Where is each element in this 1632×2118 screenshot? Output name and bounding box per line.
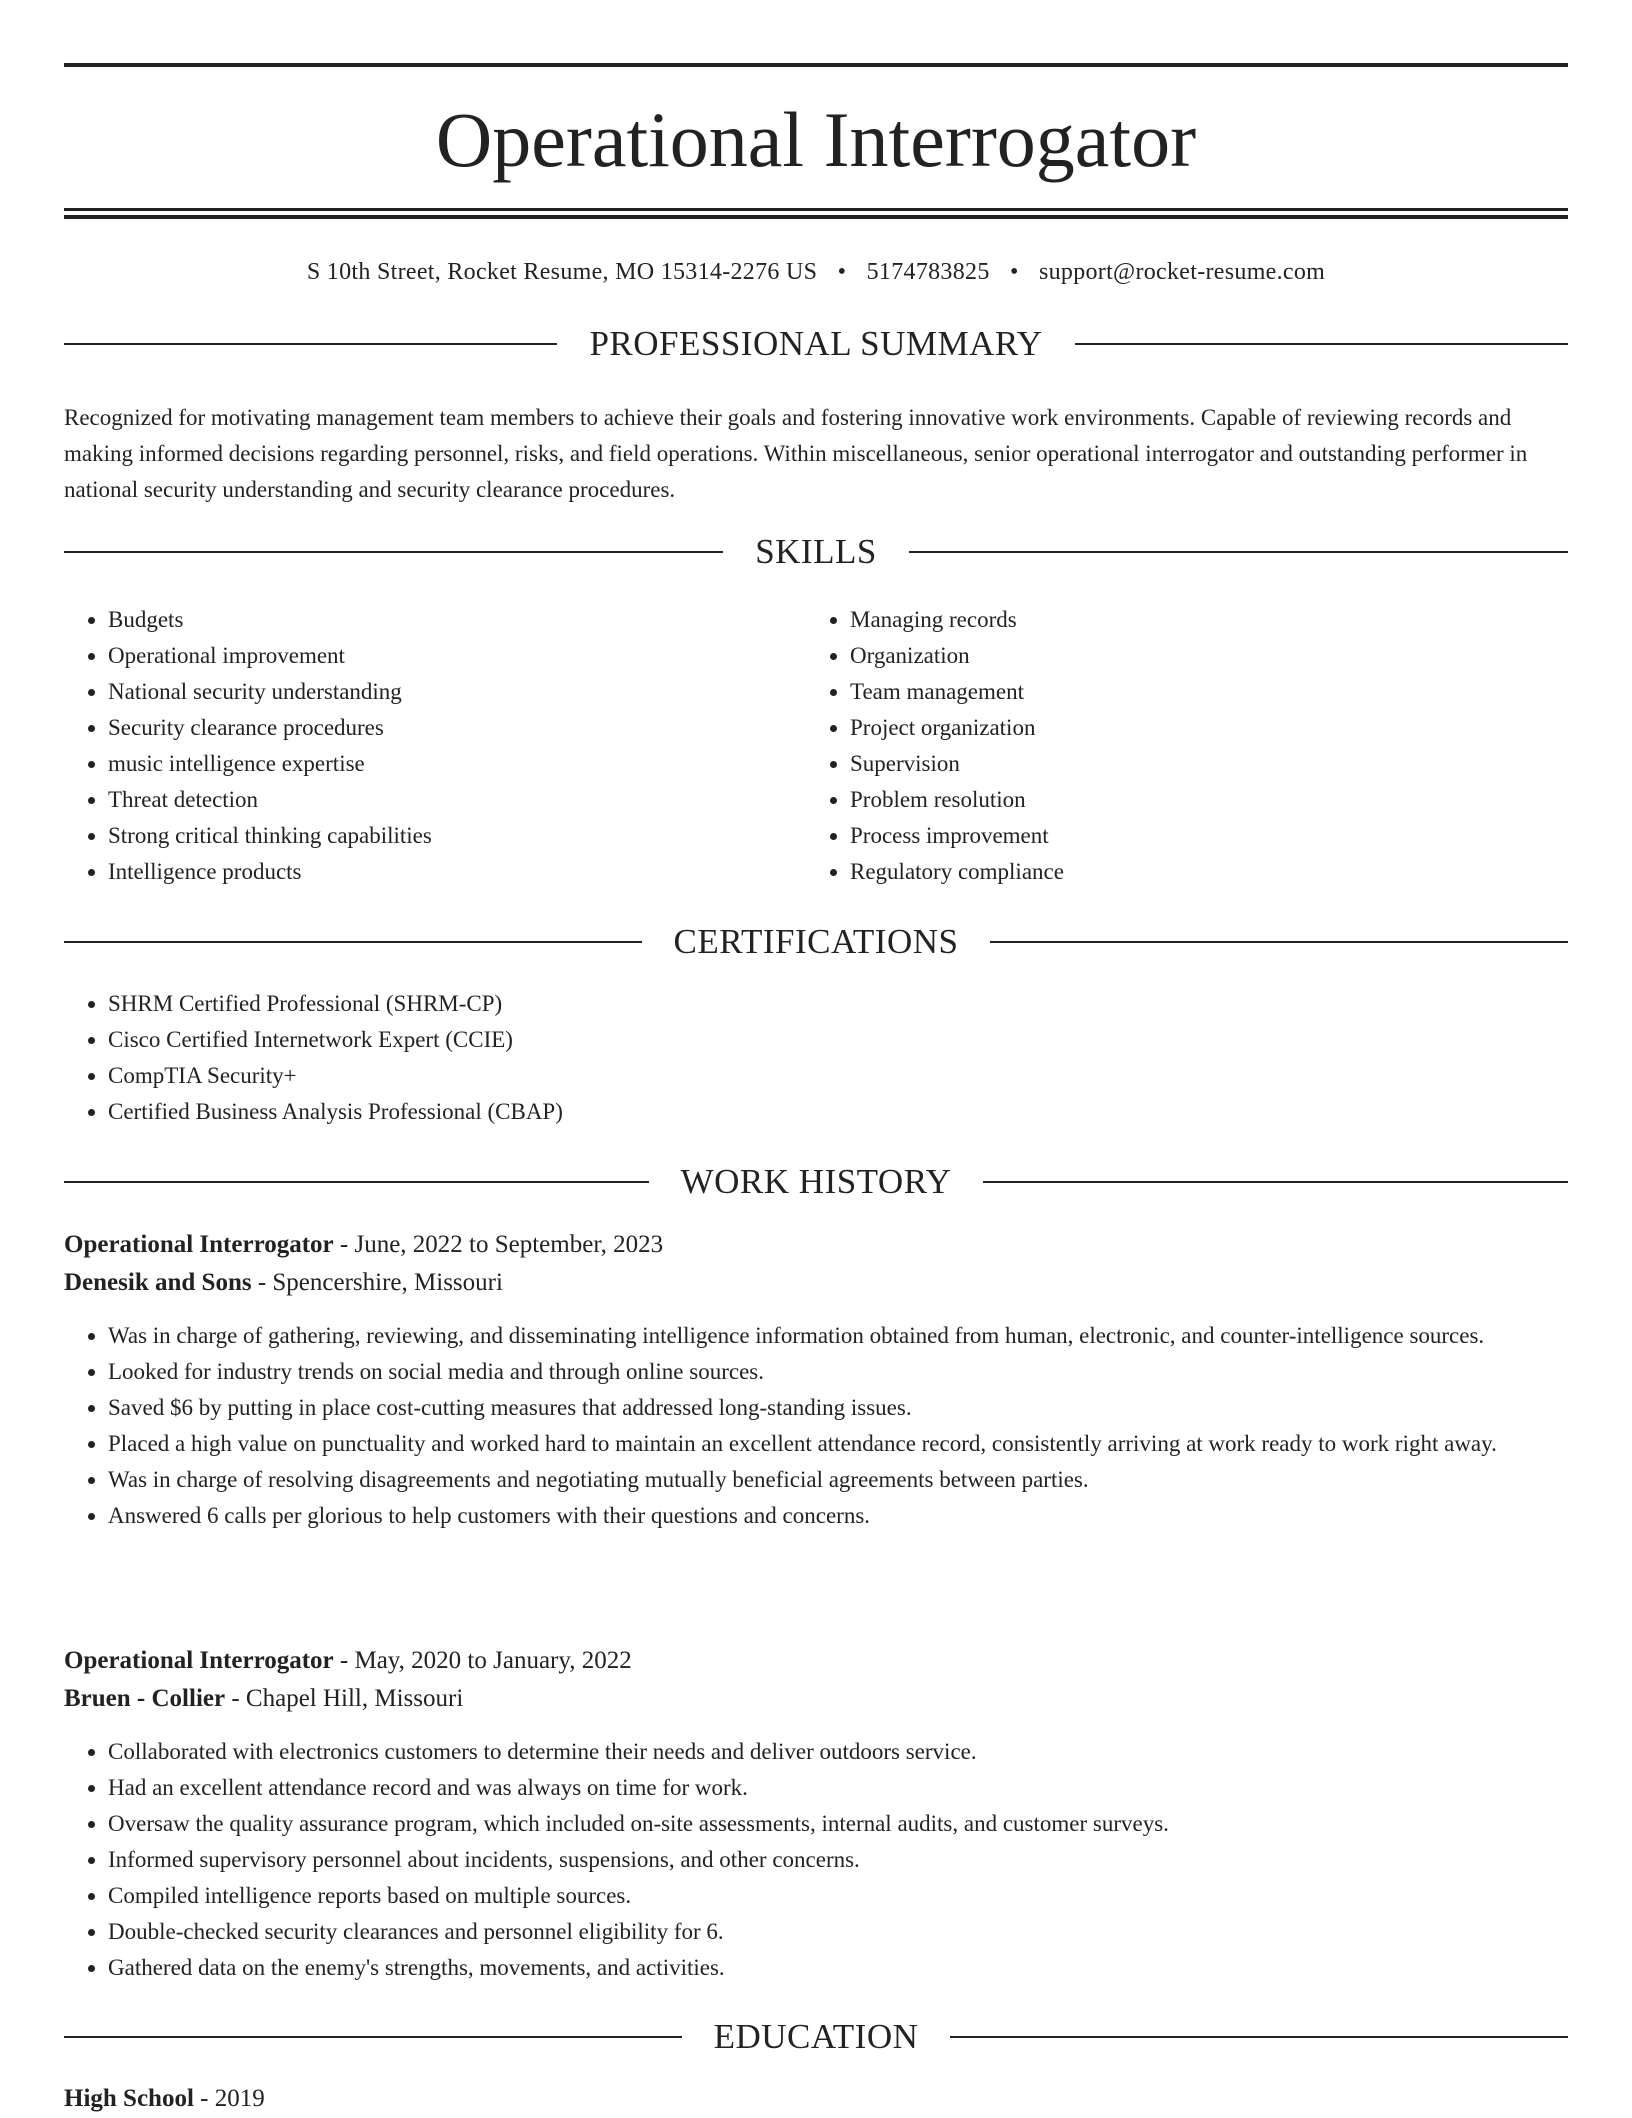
education-year: - 2019 xyxy=(193,2085,265,2112)
job-bullet: • Answered 6 calls per glorious to help customers with their questions and concerns. xyxy=(108,1498,1568,1534)
certifications-block xyxy=(64,986,1568,1130)
job-company: Bruen - Collier xyxy=(64,1685,226,1712)
skills-column-right xyxy=(806,602,1546,890)
job-bullet: • Looked for industry trends on social media and through online sources. xyxy=(108,1354,1568,1390)
section-rule-right xyxy=(990,941,1568,943)
job-location: - Spencershire, Missouri xyxy=(251,1269,503,1296)
contact-separator: • xyxy=(837,259,847,285)
job-title: Operational Interrogator xyxy=(64,1231,334,1258)
skills-list-right xyxy=(806,602,1546,890)
section-title-summary: PROFESSIONAL SUMMARY xyxy=(589,324,1043,363)
job-bullet: • Placed a high value on punctuality and worked hard to maintain an excellent attendance record, consistently arriving at work ready to work right away. xyxy=(108,1426,1568,1462)
certification-item: • Certified Business Analysis Professional (CBAP) xyxy=(108,1094,1568,1130)
section-rule-right xyxy=(950,2036,1568,2038)
section-header-skills xyxy=(64,532,1568,572)
section-header-summary xyxy=(64,324,1568,364)
section-rule-left xyxy=(64,1181,649,1183)
skill-item: • Security clearance procedures xyxy=(108,710,804,746)
section-rule-right xyxy=(1075,343,1568,345)
job-bullet: • Was in charge of resolving disagreements and negotiating mutually beneficial agreements between parties. xyxy=(108,1462,1568,1498)
section-rule-left xyxy=(64,551,723,553)
job-company-line xyxy=(64,1680,1568,1718)
skill-item: • music intelligence expertise xyxy=(108,746,804,782)
candidate-name: Operational Interrogator xyxy=(435,96,1197,183)
skill-item: • Strong critical thinking capabilities xyxy=(108,818,804,854)
skill-item: • Project organization xyxy=(850,710,1546,746)
job-bullet: • Oversaw the quality assurance program, which included on-site assessments, internal audits, and customer surveys. xyxy=(108,1806,1568,1842)
job-bullets xyxy=(64,1318,1568,1534)
job-dates: - May, 2020 to January, 2022 xyxy=(333,1647,632,1674)
contact-separator: • xyxy=(1009,259,1019,285)
skill-item: • Regulatory compliance xyxy=(850,854,1546,890)
summary-text: Recognized for motivating management team members to achieve their goals and fostering innovative work environments. Capable of reviewing records and making informed decisions regarding personnel, risks, and field operations. Within miscellaneous, senior operational interrogator and outstanding performer in national security understanding and security clearance procedures. xyxy=(64,405,1528,502)
skill-item: • Problem resolution xyxy=(850,782,1546,818)
skill-item: • Threat detection xyxy=(108,782,804,818)
job-bullet: • Collaborated with electronics customers to determine their needs and deliver outdoors service. xyxy=(108,1734,1568,1770)
skill-item: • Organization xyxy=(850,638,1546,674)
section-rule-left xyxy=(64,941,642,943)
job-bullet: • Was in charge of gathering, reviewing, and disseminating intelligence information obtained from human, electronic, and counter-intelligence sources. xyxy=(108,1318,1568,1354)
job-bullet: • Double-checked security clearances and personnel eligibility for 6. xyxy=(108,1914,1568,1950)
skill-item: • Supervision xyxy=(850,746,1546,782)
skill-item: • Operational improvement xyxy=(108,638,804,674)
section-header-work-history xyxy=(64,1162,1568,1202)
education-degree: High School xyxy=(64,2085,194,2112)
job-title-line xyxy=(64,1226,1568,1264)
section-header-certifications xyxy=(64,922,1568,962)
job-entry xyxy=(64,1226,1568,1534)
skill-item: • Budgets xyxy=(108,602,804,638)
skills-column-left xyxy=(64,602,804,890)
job-bullet: • Informed supervisory personnel about incidents, suspensions, and other concerns. xyxy=(108,1842,1568,1878)
job-bullet: • Gathered data on the enemy's strengths, movements, and activities. xyxy=(108,1950,1568,1986)
section-rule-right xyxy=(983,1181,1568,1183)
header-double-rule-lower xyxy=(64,215,1568,219)
job-company: Denesik and Sons xyxy=(64,1269,252,1296)
skill-item: • Team management xyxy=(850,674,1546,710)
job-bullet: • Compiled intelligence reports based on multiple sources. xyxy=(108,1878,1568,1914)
skill-item: • Process improvement xyxy=(850,818,1546,854)
job-entry xyxy=(64,1642,1568,1986)
skill-item: • National security understanding xyxy=(108,674,804,710)
job-company-line xyxy=(64,1264,1568,1302)
certification-item: • Cisco Certified Internetwork Expert (CCIE) xyxy=(108,1022,1568,1058)
certification-item: • CompTIA Security+ xyxy=(108,1058,1568,1094)
section-title-certifications: CERTIFICATIONS xyxy=(673,922,959,961)
top-rule xyxy=(64,63,1568,67)
section-rule-right xyxy=(909,551,1568,553)
education-entry xyxy=(64,2080,265,2118)
skill-item: • Intelligence products xyxy=(108,854,804,890)
certification-item: • SHRM Certified Professional (SHRM-CP) xyxy=(108,986,1568,1022)
section-title-work-history: WORK HISTORY xyxy=(680,1162,952,1201)
section-header-education xyxy=(64,2017,1568,2057)
job-bullet: • Saved $6 by putting in place cost-cutting measures that addressed long-standing issues. xyxy=(108,1390,1568,1426)
contact-phone: 5174783825 xyxy=(866,259,990,285)
job-bullet: • Had an excellent attendance record and was always on time for work. xyxy=(108,1770,1568,1806)
job-location: - Chapel Hill, Missouri xyxy=(225,1685,464,1712)
contact-email: support@rocket-resume.com xyxy=(1038,259,1326,285)
section-title-skills: SKILLS xyxy=(755,532,877,571)
header-double-rule-upper xyxy=(64,208,1568,211)
section-title-education: EDUCATION xyxy=(713,2017,919,2056)
job-title: Operational Interrogator xyxy=(64,1647,334,1674)
certifications-list xyxy=(64,986,1568,1130)
job-dates: - June, 2022 to September, 2023 xyxy=(333,1231,664,1258)
skills-list-left xyxy=(64,602,804,890)
section-rule-left xyxy=(64,343,557,345)
section-rule-left xyxy=(64,2036,682,2038)
contact-address: S 10th Street, Rocket Resume, MO 15314-2276 US xyxy=(306,259,818,285)
skill-item: • Managing records xyxy=(850,602,1546,638)
job-bullets xyxy=(64,1734,1568,1986)
contact-line xyxy=(64,254,1568,290)
job-title-line xyxy=(64,1642,1568,1680)
